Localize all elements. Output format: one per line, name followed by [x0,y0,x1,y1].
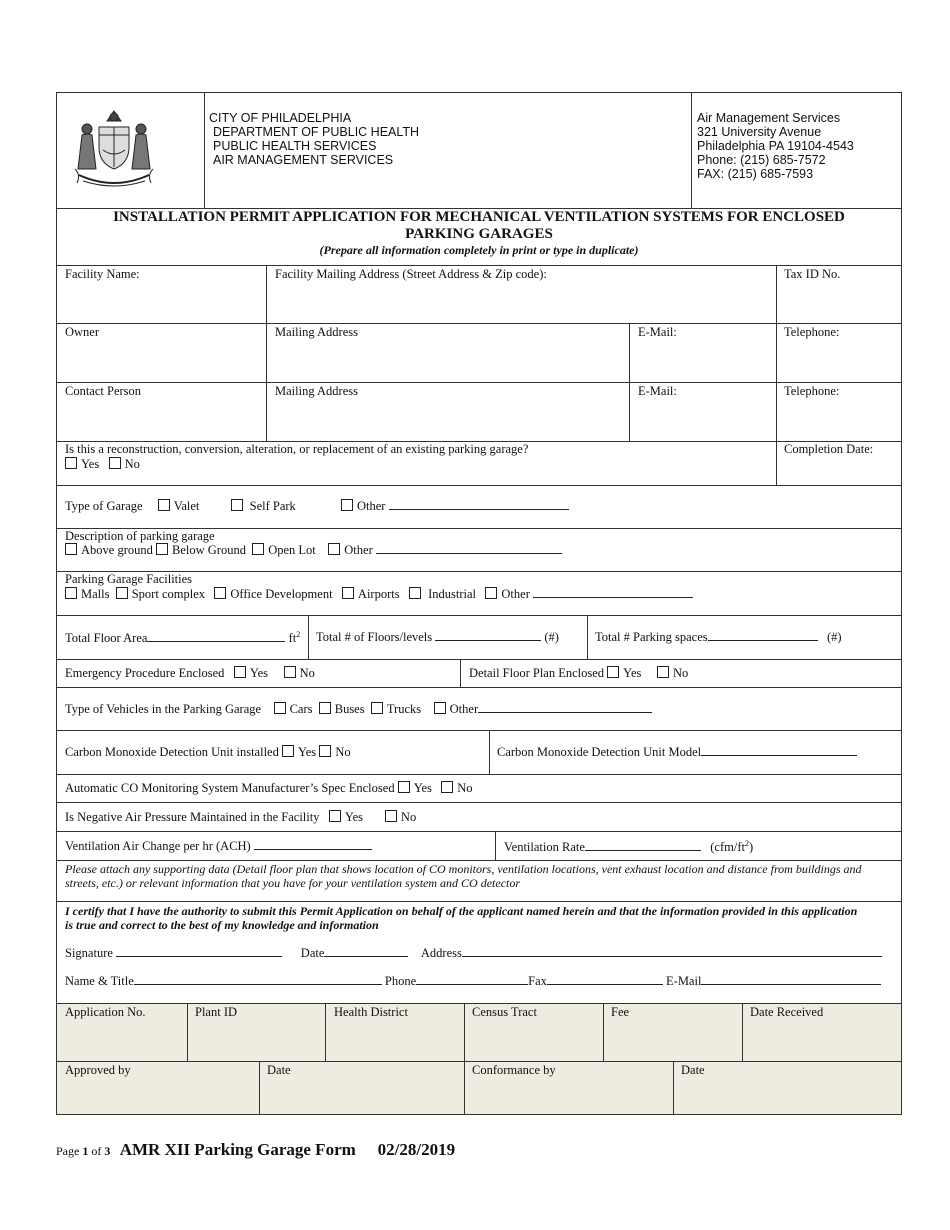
application-no-label: Application No. [65,1005,146,1019]
emergency-no-checkbox[interactable] [284,666,296,678]
below-ground-label: Below Ground [172,543,246,557]
date-received-label: Date Received [750,1005,824,1019]
description-label: Description of parking garage [65,529,215,543]
attach-note-line: streets, etc.) or relevant information that you have for your ventilation system and CO detector [65,876,521,890]
negative-air-no-checkbox[interactable] [385,810,397,822]
floors-blank[interactable] [435,630,541,641]
garage-other-blank[interactable] [389,499,569,510]
signature-row [65,946,882,961]
tax-id-label: Tax ID No. [784,267,841,281]
co-monitoring-label: Automatic CO Monitoring System Manufacturer’s Spec Enclosed [65,781,395,795]
negative-air-yes-label: Yes [344,810,364,824]
facilities-label: Parking Garage Facilities [65,572,193,586]
facilities-options [65,587,693,602]
attach-note-line: Please attach any supporting data (Detail floor plan that shows location of CO monitors, ventilation locations, vent exhaust location and distance from buildings and [65,862,862,876]
vehicles-row [65,702,652,717]
floor-area-unit-sup: 2 [296,630,301,639]
garage-type-row [65,499,569,514]
contact-block [697,111,854,181]
contact-line: Phone: (215) 685-7572 [697,153,826,167]
owner-phone-label: Telephone: [784,325,840,339]
contact-line: Philadelphia PA 19104-4543 [697,139,854,153]
cars-checkbox[interactable] [274,702,286,714]
page-number: 1 [82,1144,89,1158]
floor-area-row [65,630,300,646]
open-lot-label: Open Lot [268,543,316,557]
sign-date-blank[interactable] [324,946,408,957]
detail-plan-row [469,666,688,681]
industrial-checkbox[interactable] [409,587,421,599]
vehicles-other-label: Other [449,702,479,716]
description-other-checkbox[interactable] [328,543,340,555]
contact-label: Contact Person [65,384,142,398]
negative-air-no-label: No [400,810,417,824]
floor-area-unit: ft [288,631,297,646]
signature-label: Signature [65,946,113,960]
permit-form [56,92,902,1115]
reconstruction-yes-checkbox[interactable] [65,457,77,469]
sport-complex-checkbox[interactable] [116,587,128,599]
above-ground-checkbox[interactable] [65,543,77,555]
reconstruction-no-checkbox[interactable] [109,457,121,469]
sign-email-label: E-Mail [666,974,702,988]
approved-by-label: Approved by [65,1063,131,1077]
floors-row [316,630,559,645]
self-park-label: Self Park [249,499,296,513]
facilities-other-blank[interactable] [533,587,693,598]
signature-blank[interactable] [116,946,282,957]
description-other-label: Other [344,543,373,557]
co-monitoring-row [65,781,473,796]
self-park-checkbox[interactable] [231,499,243,511]
ach-label: Ventilation Air Change per hr (ACH) [65,839,251,853]
reconstruction-no-label: No [124,457,140,471]
detail-plan-yes-label: Yes [623,666,642,680]
malls-label: Malls [81,587,110,601]
completion-date-label: Completion Date: [784,442,874,456]
sign-email-blank[interactable] [701,974,881,985]
co-unit-no-checkbox[interactable] [319,745,331,757]
sport-complex-label: Sport complex [131,587,205,601]
detail-plan-no-label: No [673,666,689,680]
sign-address-label: Address [420,946,462,960]
floor-area-label: Total Floor Area [65,631,148,646]
airports-label: Airports [357,587,400,601]
spaces-row [595,630,842,645]
page-prefix: Page [56,1144,83,1158]
facility-address-label: Facility Mailing Address (Street Address & Zip code): [275,267,547,281]
facilities-other-checkbox[interactable] [485,587,497,599]
garage-other-checkbox[interactable] [341,499,353,511]
title-line-2: PARKING GARAGES [405,226,553,242]
co-unit-yes-label: Yes [297,745,317,759]
detail-plan-no-checkbox[interactable] [657,666,669,678]
ventilation-rate-unit-close: ) [748,840,754,855]
name-title-label: Name & Title [65,974,134,988]
conformance-by-label: Conformance by [472,1063,556,1077]
health-district-label: Health District [334,1005,408,1019]
floors-unit: (#) [544,630,559,644]
ventilation-rate-blank[interactable] [585,840,701,851]
office-development-checkbox[interactable] [214,587,226,599]
cars-label: Cars [289,702,313,716]
ach-row [65,839,372,854]
owner-email-label: E-Mail: [638,325,677,339]
reconstruction-yes-label: Yes [81,457,100,471]
agency-line: DEPARTMENT OF PUBLIC HEALTH [213,125,420,139]
detail-plan-label: Detail Floor Plan Enclosed [469,666,605,680]
industrial-label: Industrial [428,587,477,601]
detail-plan-yes-checkbox[interactable] [607,666,619,678]
agency-block [209,111,419,167]
agency-line: PUBLIC HEALTH SERVICES [213,139,377,153]
page-footer [56,1140,455,1160]
facilities-other-label: Other [501,587,530,601]
census-tract-label: Census Tract [472,1005,537,1019]
open-lot-checkbox[interactable] [252,543,264,555]
garage-type-label: Type of Garage [65,499,143,513]
contact-line: FAX: (215) 685-7593 [697,167,814,181]
vehicles-other-checkbox[interactable] [434,702,446,714]
contact-phone-label: Telephone: [784,384,840,398]
negative-air-row [65,810,416,825]
ventilation-rate-row [504,839,753,855]
co-unit-no-label: No [335,745,351,759]
co-unit-label: Carbon Monoxide Detection Unit installed [65,745,279,759]
name-title-blank[interactable] [134,974,382,985]
contact-address-label: Mailing Address [275,384,358,398]
vehicles-other-blank[interactable] [478,702,652,713]
form-date: 02/28/2019 [377,1140,456,1159]
contact-line: Air Management Services [697,111,841,125]
co-model-row [497,745,857,760]
co-monitoring-no-checkbox[interactable] [441,781,453,793]
sign-phone-label: Phone [384,974,417,988]
description-options [65,543,562,558]
below-ground-checkbox[interactable] [156,543,168,555]
contact-email-label: E-Mail: [638,384,677,398]
spaces-blank[interactable] [708,630,818,641]
conformance-date-label: Date [681,1063,705,1077]
emergency-no-label: No [299,666,315,680]
floor-area-blank[interactable] [147,631,285,642]
emergency-label: Emergency Procedure Enclosed [65,666,225,680]
sign-fax-label: Fax [528,974,547,988]
reconstruction-question: Is this a reconstruction, conversion, alteration, or replacement of an existing parking garage? [65,442,529,456]
name-title-row [65,974,881,989]
trucks-label: Trucks [386,702,422,716]
form-title [57,209,901,257]
emergency-yes-label: Yes [249,666,269,680]
negative-air-yes-checkbox[interactable] [329,810,341,822]
approved-date-label: Date [267,1063,291,1077]
negative-air-label: Is Negative Air Pressure Maintained in the Facility [65,810,320,824]
co-monitoring-no-label: No [457,781,473,795]
co-model-blank[interactable] [701,745,857,756]
fee-label: Fee [611,1005,630,1019]
sign-fax-blank[interactable] [547,974,663,985]
trucks-checkbox[interactable] [371,702,383,714]
form-name: AMR XII Parking Garage Form [119,1140,356,1159]
emergency-yes-checkbox[interactable] [234,666,246,678]
page-of: of [88,1144,105,1158]
page-total: 3 [104,1144,111,1158]
floors-label: Total # of Floors/levels [316,630,433,644]
attach-note [65,862,862,890]
malls-checkbox[interactable] [65,587,77,599]
contact-line: 321 University Avenue [697,125,822,139]
owner-address-label: Mailing Address [275,325,358,339]
title-subtitle: (Prepare all information completely in print or type in duplicate) [319,243,639,257]
spaces-unit: (#) [827,630,842,644]
office-development-label: Office Development [230,587,333,601]
owner-label: Owner [65,325,100,339]
valet-checkbox[interactable] [158,499,170,511]
above-ground-label: Above ground [81,543,153,557]
agency-line: CITY OF PHILADELPHIA [209,111,352,125]
garage-other-label: Other [356,499,386,513]
agency-line: AIR MANAGEMENT SERVICES [213,153,394,167]
emergency-row [65,666,315,681]
co-unit-yes-checkbox[interactable] [282,745,294,757]
co-monitoring-yes-checkbox[interactable] [398,781,410,793]
sign-address-blank[interactable] [462,946,882,957]
ach-blank[interactable] [254,839,372,850]
airports-checkbox[interactable] [342,587,354,599]
description-other-blank[interactable] [376,543,562,554]
plant-id-label: Plant ID [195,1005,238,1019]
title-line-1: INSTALLATION PERMIT APPLICATION FOR MECHANICAL VENTILATION SYSTEMS FOR ENCLOSED [113,209,845,225]
facility-name-label: Facility Name: [65,267,140,281]
co-model-label: Carbon Monoxide Detection Unit Model [497,745,702,759]
certify-line: is true and correct to the best of my knowledge and information [65,918,379,932]
ventilation-rate-unit-sup: 2 [744,839,749,848]
certify-statement [65,904,857,932]
sign-phone-blank[interactable] [416,974,528,985]
ventilation-rate-unit: (cfm/ft [710,840,745,855]
co-monitoring-yes-label: Yes [413,781,432,795]
co-unit-row [65,745,351,760]
ventilation-rate-label: Ventilation Rate [504,840,585,855]
buses-label: Buses [334,702,365,716]
reconstruction-options [65,457,140,472]
vehicles-label: Type of Vehicles in the Parking Garage [65,702,262,716]
sign-date-label: Date [300,946,325,960]
city-seal-icon [69,105,159,189]
valet-label: Valet [173,499,200,513]
buses-checkbox[interactable] [319,702,331,714]
certify-line: I certify that I have the authority to submit this Permit Application on behalf of the applicant named herein and that the information provided in this application [65,904,858,918]
spaces-label: Total # Parking spaces [595,630,708,644]
